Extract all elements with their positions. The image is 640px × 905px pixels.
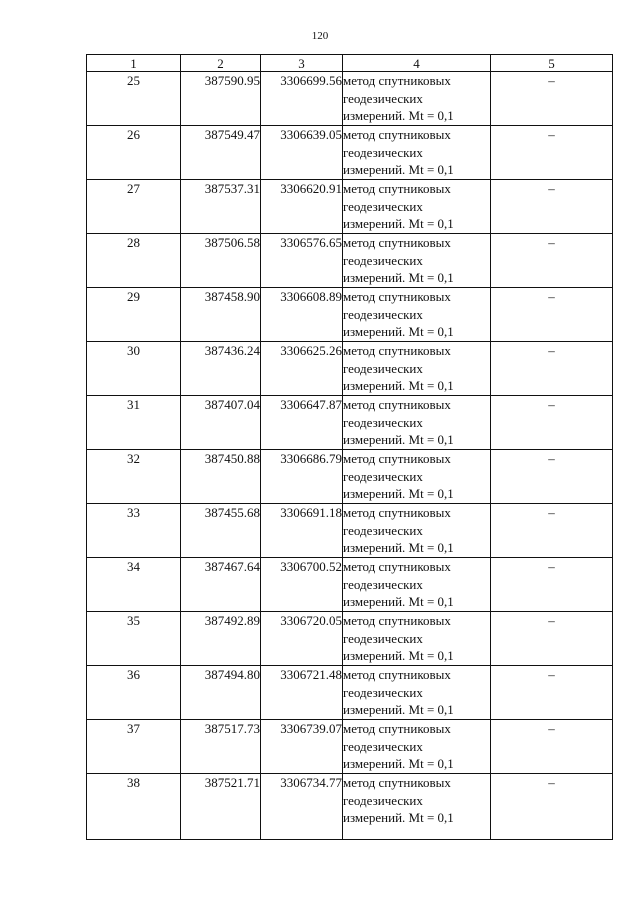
method-text-line: измерений. Mt = 0,1 bbox=[343, 216, 454, 232]
point-number-cell: 38 bbox=[87, 774, 181, 840]
method-text-line: метод спутниковых bbox=[343, 451, 451, 466]
method-text-line: измерений. Mt = 0,1 bbox=[343, 324, 454, 340]
coordinate-y-cell: 3306700.52 bbox=[261, 558, 343, 612]
method-text-line: геодезических bbox=[343, 360, 423, 376]
coordinate-y-cell: 3306647.87 bbox=[261, 396, 343, 450]
method-text-line: метод спутниковых bbox=[343, 397, 451, 412]
note-cell: – bbox=[491, 666, 613, 720]
coordinate-x-cell: 387537.31 bbox=[181, 180, 261, 234]
point-number-cell: 31 bbox=[87, 396, 181, 450]
table-row bbox=[87, 504, 613, 558]
method-text-line: метод спутниковых bbox=[343, 235, 451, 250]
table-row bbox=[87, 720, 613, 774]
method-text-line: метод спутниковых bbox=[343, 505, 451, 520]
point-number-cell: 30 bbox=[87, 342, 181, 396]
point-number-cell: 32 bbox=[87, 450, 181, 504]
coordinate-x-cell: 387549.47 bbox=[181, 126, 261, 180]
method-text-line: измерений. Mt = 0,1 bbox=[343, 648, 454, 664]
method-text-line: геодезических bbox=[343, 576, 423, 592]
coordinate-x-cell: 387458.90 bbox=[181, 288, 261, 342]
method-text-line: метод спутниковых bbox=[343, 613, 451, 628]
method-text-line: измерений. Mt = 0,1 bbox=[343, 702, 454, 718]
coordinate-x-cell: 387521.71 bbox=[181, 774, 261, 840]
coordinate-y-cell: 3306620.91 bbox=[261, 180, 343, 234]
point-number-cell: 29 bbox=[87, 288, 181, 342]
point-number-cell: 25 bbox=[87, 72, 181, 126]
method-cell bbox=[343, 234, 491, 288]
method-text-line: измерений. Mt = 0,1 bbox=[343, 810, 454, 826]
method-cell bbox=[343, 558, 491, 612]
method-cell bbox=[343, 720, 491, 774]
method-text-line: метод спутниковых bbox=[343, 73, 451, 88]
method-cell bbox=[343, 72, 491, 126]
method-cell bbox=[343, 396, 491, 450]
table-header-row bbox=[87, 55, 613, 72]
table-row bbox=[87, 558, 613, 612]
coordinate-y-cell: 3306734.77 bbox=[261, 774, 343, 840]
page-number: 120 bbox=[311, 30, 329, 42]
coordinate-x-cell: 387455.68 bbox=[181, 504, 261, 558]
method-text-line: геодезических bbox=[343, 144, 423, 160]
column-header-number: 1 bbox=[87, 55, 181, 72]
method-text-line: измерений. Mt = 0,1 bbox=[343, 162, 454, 178]
coordinate-x-cell: 387494.80 bbox=[181, 666, 261, 720]
table-row bbox=[87, 612, 613, 666]
table-row bbox=[87, 126, 613, 180]
coordinate-x-cell: 387492.89 bbox=[181, 612, 261, 666]
point-number-cell: 28 bbox=[87, 234, 181, 288]
method-text-line: метод спутниковых bbox=[343, 289, 451, 304]
method-cell bbox=[343, 666, 491, 720]
point-number-cell: 27 bbox=[87, 180, 181, 234]
note-cell: – bbox=[491, 234, 613, 288]
method-cell bbox=[343, 612, 491, 666]
method-text-line: геодезических bbox=[343, 522, 423, 538]
method-text-line: геодезических bbox=[343, 252, 423, 268]
coordinate-y-cell: 3306576.65 bbox=[261, 234, 343, 288]
point-number-cell: 36 bbox=[87, 666, 181, 720]
method-cell bbox=[343, 774, 491, 840]
coordinate-y-cell: 3306639.05 bbox=[261, 126, 343, 180]
table-row bbox=[87, 450, 613, 504]
method-text-line: метод спутниковых bbox=[343, 775, 451, 790]
method-text-line: геодезических bbox=[343, 630, 423, 646]
method-text-line: измерений. Mt = 0,1 bbox=[343, 270, 454, 286]
method-cell bbox=[343, 126, 491, 180]
table-row bbox=[87, 288, 613, 342]
method-cell bbox=[343, 342, 491, 396]
note-cell: – bbox=[491, 288, 613, 342]
point-number-cell: 33 bbox=[87, 504, 181, 558]
column-header-x: 2 bbox=[181, 55, 261, 72]
coordinate-x-cell: 387467.64 bbox=[181, 558, 261, 612]
note-cell: – bbox=[491, 720, 613, 774]
note-cell: – bbox=[491, 72, 613, 126]
method-text-line: метод спутниковых bbox=[343, 721, 451, 736]
method-cell bbox=[343, 180, 491, 234]
table-row bbox=[87, 666, 613, 720]
table-row bbox=[87, 774, 613, 840]
note-cell: – bbox=[491, 180, 613, 234]
table-row bbox=[87, 234, 613, 288]
column-header-note: 5 bbox=[491, 55, 613, 72]
method-text-line: измерений. Mt = 0,1 bbox=[343, 540, 454, 556]
coordinate-x-cell: 387590.95 bbox=[181, 72, 261, 126]
point-number-cell: 35 bbox=[87, 612, 181, 666]
coordinate-y-cell: 3306721.48 bbox=[261, 666, 343, 720]
method-text-line: измерений. Mt = 0,1 bbox=[343, 594, 454, 610]
table-row bbox=[87, 342, 613, 396]
method-text-line: геодезических bbox=[343, 414, 423, 430]
coordinates-table bbox=[86, 54, 613, 840]
method-text-line: измерений. Mt = 0,1 bbox=[343, 432, 454, 448]
method-text-line: геодезических bbox=[343, 468, 423, 484]
note-cell: – bbox=[491, 612, 613, 666]
column-header-method: 4 bbox=[343, 55, 491, 72]
coordinate-y-cell: 3306720.05 bbox=[261, 612, 343, 666]
table-body bbox=[87, 72, 613, 840]
method-text-line: измерений. Mt = 0,1 bbox=[343, 108, 454, 124]
note-cell: – bbox=[491, 396, 613, 450]
method-text-line: измерений. Mt = 0,1 bbox=[343, 486, 454, 502]
method-text-line: геодезических bbox=[343, 792, 423, 808]
coordinate-x-cell: 387407.04 bbox=[181, 396, 261, 450]
method-text-line: измерений. Mt = 0,1 bbox=[343, 378, 454, 394]
coordinate-y-cell: 3306686.79 bbox=[261, 450, 343, 504]
coordinate-x-cell: 387436.24 bbox=[181, 342, 261, 396]
coordinate-y-cell: 3306625.26 bbox=[261, 342, 343, 396]
note-cell: – bbox=[491, 774, 613, 840]
method-text-line: геодезических bbox=[343, 90, 423, 106]
table-row bbox=[87, 72, 613, 126]
coordinate-x-cell: 387517.73 bbox=[181, 720, 261, 774]
method-text-line: метод спутниковых bbox=[343, 181, 451, 196]
method-text-line: метод спутниковых bbox=[343, 343, 451, 358]
method-cell bbox=[343, 504, 491, 558]
coordinate-y-cell: 3306608.89 bbox=[261, 288, 343, 342]
note-cell: – bbox=[491, 558, 613, 612]
method-text-line: геодезических bbox=[343, 684, 423, 700]
method-text-line: геодезических bbox=[343, 738, 423, 754]
coordinate-y-cell: 3306699.56 bbox=[261, 72, 343, 126]
coordinate-y-cell: 3306739.07 bbox=[261, 720, 343, 774]
point-number-cell: 37 bbox=[87, 720, 181, 774]
method-text-line: метод спутниковых bbox=[343, 559, 451, 574]
point-number-cell: 34 bbox=[87, 558, 181, 612]
table-row bbox=[87, 396, 613, 450]
coordinate-x-cell: 387450.88 bbox=[181, 450, 261, 504]
note-cell: – bbox=[491, 126, 613, 180]
note-cell: – bbox=[491, 342, 613, 396]
table-row bbox=[87, 180, 613, 234]
column-header-y: 3 bbox=[261, 55, 343, 72]
method-text-line: метод спутниковых bbox=[343, 127, 451, 142]
method-cell bbox=[343, 450, 491, 504]
point-number-cell: 26 bbox=[87, 126, 181, 180]
note-cell: – bbox=[491, 450, 613, 504]
method-text-line: измерений. Mt = 0,1 bbox=[343, 756, 454, 772]
method-text-line: метод спутниковых bbox=[343, 667, 451, 682]
coordinate-x-cell: 387506.58 bbox=[181, 234, 261, 288]
method-text-line: геодезических bbox=[343, 198, 423, 214]
method-cell bbox=[343, 288, 491, 342]
note-cell: – bbox=[491, 504, 613, 558]
method-text-line: геодезических bbox=[343, 306, 423, 322]
coordinate-y-cell: 3306691.18 bbox=[261, 504, 343, 558]
